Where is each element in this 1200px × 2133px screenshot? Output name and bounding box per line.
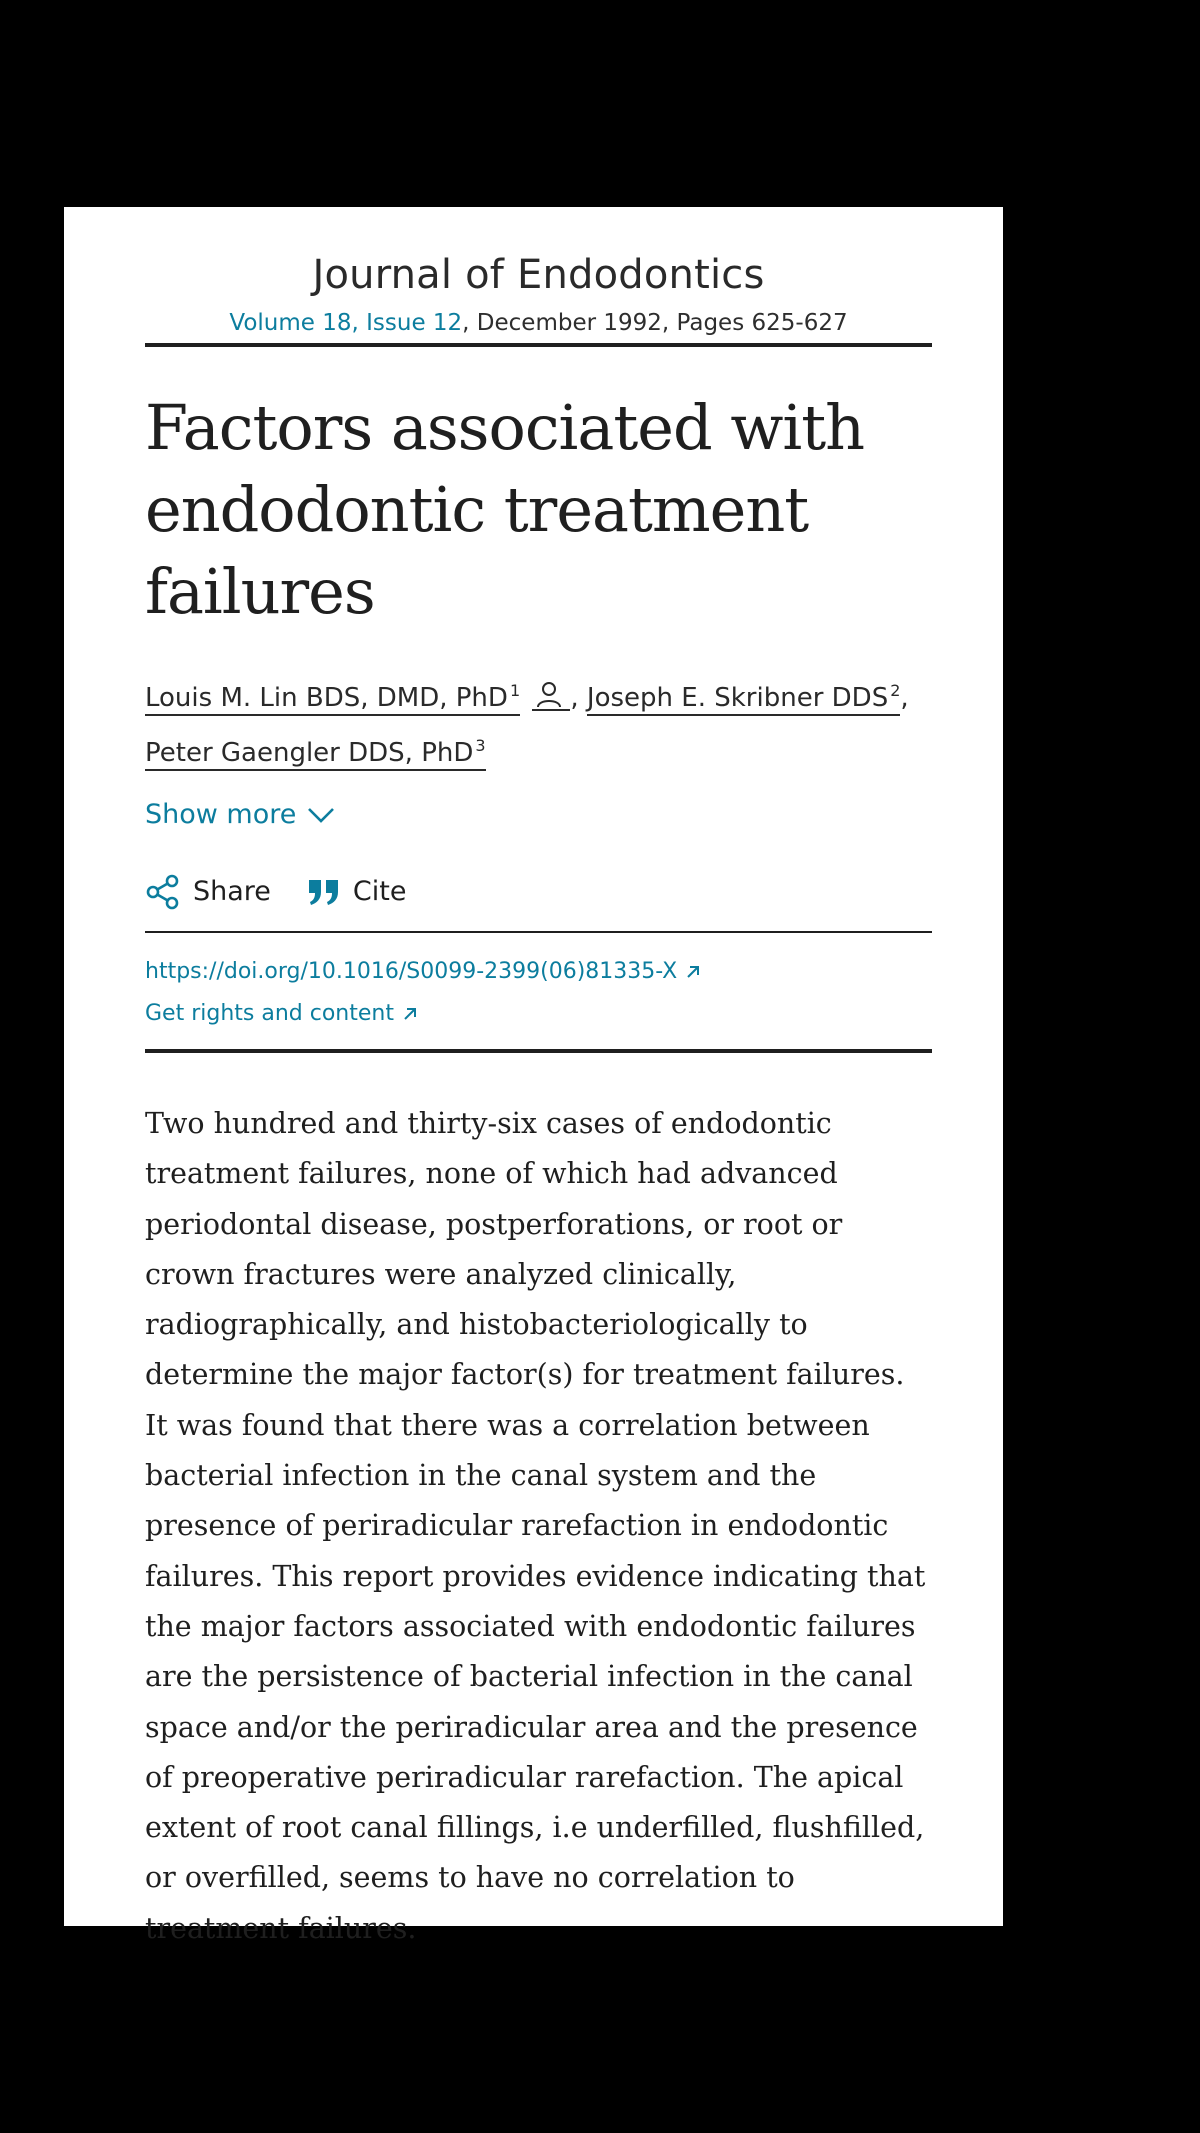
cite-button[interactable] <box>307 872 407 912</box>
chevron-down-icon <box>306 805 336 825</box>
author-link[interactable]: Louis M. Lin BDS, DMD, PhD $^1$ <box>145 683 520 716</box>
article-card <box>64 207 1003 1945</box>
doi-link-text: https://doi.org/10.1016/S0099-2399(06)81335-X <box>145 959 678 984</box>
doi-link[interactable] <box>145 951 932 993</box>
rights-link-text: Get rights and content <box>145 1001 394 1026</box>
author-link[interactable]: Peter Gaengler DDS, PhD $^3$ <box>145 738 486 771</box>
article-title: Factors associated with endodontic treatment failures <box>145 391 865 628</box>
author-separator: , <box>570 683 587 713</box>
show-more-label: Show more <box>145 799 297 830</box>
external-link-icon <box>685 964 701 980</box>
external-link-icon <box>402 1006 418 1022</box>
abstract-text: Two hundred and thirty-six cases of endodontic treatment failures, none of which had advanced periodontal disease, postperforations, or root or crown fractures were analyzed clinically, radiographically, and histobacteriologically to determine the major factor(s) for treatment failures. It was found that there was a correlation between bacterial infection in the canal system and the presence of periradicular rarefaction in endodontic failures. This report provides evidence indicating that the major factors associated with endodontic failures are the persistence of bacterial infection in the canal space and/or the periradicular area and the presence of preoperative periradicular rarefaction. The apical extent of root canal fillings, i.e underfilled, flushfilled, or overfilled, seems to have no correlation to treatment failures. <box>145 1107 926 1945</box>
link-block <box>145 951 932 1035</box>
doi-divider-top <box>145 931 932 933</box>
author-separator: , <box>900 683 909 713</box>
header-divider <box>145 343 932 347</box>
person-icon[interactable] <box>532 679 570 711</box>
issue-details: , December 1992, Pages 625-627 <box>462 310 848 336</box>
cite-label: Cite <box>352 876 407 907</box>
issue-info <box>145 307 932 339</box>
abstract-divider <box>145 1049 932 1053</box>
show-more-button[interactable] <box>145 795 932 835</box>
action-bar <box>145 872 932 912</box>
issue-link[interactable]: Volume 18, Issue 12 <box>229 310 463 336</box>
share-icon <box>145 874 181 910</box>
author-list <box>145 667 932 777</box>
quote-icon <box>307 877 341 907</box>
author-link[interactable]: Joseph E. Skribner DDS $^2$ <box>587 683 900 716</box>
journal-title[interactable]: Journal of Endodontics <box>312 252 765 298</box>
share-label: Share <box>193 876 271 907</box>
rights-link[interactable] <box>145 993 932 1035</box>
share-button[interactable] <box>145 872 271 912</box>
